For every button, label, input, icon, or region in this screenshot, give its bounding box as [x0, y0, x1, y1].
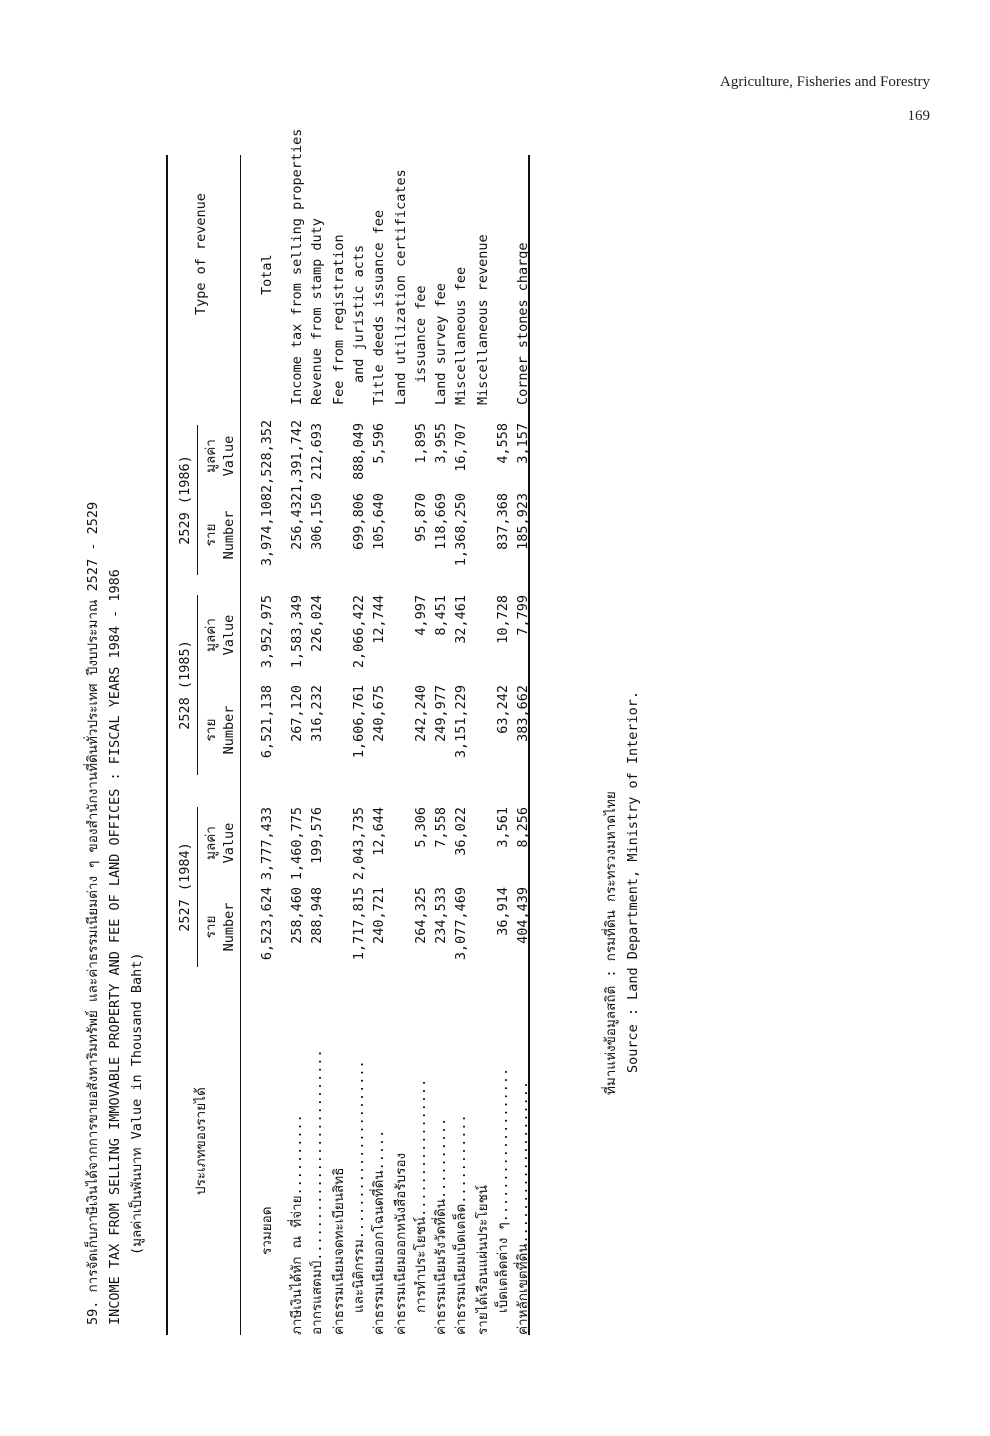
title-unit: (มูลค่าเป็นพันบาท Value in Thousand Baht) — [129, 952, 145, 1255]
cell-value-1984: 1,460,775 — [289, 807, 305, 881]
cell-number-1986: 105,640 — [371, 493, 387, 550]
value-th-1986: มูลค่า — [203, 439, 219, 473]
year-rule-1985 — [197, 595, 198, 775]
row-label-thai: อากรแสตมป์.......................... — [309, 1049, 325, 1335]
cell-value-1986: 1,391,742 — [289, 419, 305, 493]
cell-value-1986: 4,558 — [495, 423, 511, 464]
cell-value-1985: 2,066,422 — [351, 595, 367, 669]
number-th-1984: ราย — [203, 915, 219, 939]
row-label-thai: ค่าธรรมเนียมจดทะเบียนสิทธิ — [331, 1167, 347, 1335]
cell-number-1986: 3,974,108 — [259, 493, 275, 567]
row-label-english: Fee from registration — [331, 234, 347, 405]
cell-number-1984: 1,717,815 — [351, 887, 367, 961]
cell-value-1985: 32,461 — [453, 595, 469, 644]
year-1985: 2528 (1985) — [177, 640, 193, 730]
cell-number-1986: 185,923 — [515, 493, 531, 550]
cell-value-1985: 12,744 — [371, 595, 387, 644]
source-thai: ที่มาแห่งข้อมูลสถิติ : กรมที่ดิน กระทรวงมหาดไทย — [603, 791, 619, 1095]
source-english: Source : Land Department, Ministry of Interior. — [625, 690, 641, 1073]
cell-value-1984: 5,306 — [413, 807, 429, 848]
row-label-english: Revenue from stamp duty — [309, 218, 325, 405]
cell-value-1986: 3,955 — [433, 423, 449, 464]
row-label-english: Land survey fee — [433, 283, 449, 405]
cell-number-1985: 316,232 — [309, 685, 325, 742]
row-label-thai: ภาษีเงินได้หัก ณ ที่จ่าย.......... — [289, 1114, 305, 1335]
type-header-thai: ประเภทของรายได้ — [193, 1087, 209, 1195]
cell-value-1985: 4,997 — [413, 595, 429, 636]
row-label-thai: ค่าธรรมเนียมออกหนังสือรับรอง — [393, 1152, 409, 1335]
cell-number-1984: 3,077,469 — [453, 887, 469, 961]
cell-value-1985: 3,952,975 — [259, 595, 275, 669]
cell-number-1986: 837,368 — [495, 493, 511, 550]
cell-value-1986: 16,707 — [453, 423, 469, 472]
row-label-english: Miscellaneous revenue — [475, 234, 491, 405]
cell-value-1985: 10,728 — [495, 595, 511, 644]
cell-number-1984: 404,439 — [515, 887, 531, 944]
row-label-thai: รายได้เรือนแผ่นประโยชน์ — [475, 1185, 491, 1335]
row-label-thai: ค่าธรรมเนียมออกโฉนดที่ดิน..... — [371, 1129, 387, 1335]
cell-number-1985: 3,151,229 — [453, 685, 469, 759]
cell-number-1984: 36,914 — [495, 887, 511, 936]
cell-number-1985: 63,242 — [495, 685, 511, 734]
title-english: INCOME TAX FROM SELLING IMMOVABLE PROPERTY AND FEE OF LAND OFFICES : FISCAL YEARS 1984 - 1986 — [107, 569, 123, 1325]
cell-value-1984: 36,022 — [453, 807, 469, 856]
value-en-1986: Value — [221, 435, 237, 477]
cell-value-1986: 212,693 — [309, 423, 325, 480]
year-rule-1984 — [197, 807, 198, 967]
value-th-1985: มูลค่า — [203, 618, 219, 652]
header-bottom-rule — [240, 155, 241, 1335]
cell-number-1984: 258,460 — [289, 887, 305, 944]
rotated-table-page — [80, 128, 680, 1335]
type-header-english: Type of revenue — [193, 193, 209, 315]
cell-number-1984: 264,325 — [413, 887, 429, 944]
page-number: 169 — [907, 108, 930, 124]
cell-number-1986: 699,806 — [351, 493, 367, 550]
value-en-1984: Value — [221, 822, 237, 864]
cell-number-1984: 234,533 — [433, 887, 449, 944]
row-label-english: Income tax from selling properties — [289, 128, 305, 405]
cell-number-1986: 256,432 — [289, 493, 305, 550]
row-label-thai: ค่าธรรมเนียมเบ็ดเตล็ด........... — [453, 1114, 469, 1335]
cell-value-1986: 888,049 — [351, 423, 367, 480]
cell-number-1985: 267,120 — [289, 685, 305, 742]
cell-number-1985: 242,240 — [413, 685, 429, 742]
cell-value-1984: 199,576 — [309, 807, 325, 864]
cell-value-1984: 3,777,433 — [259, 807, 275, 881]
cell-number-1984: 288,948 — [309, 887, 325, 944]
cell-number-1985: 383,662 — [515, 685, 531, 742]
row-label-thai-cont: การทำประโยชน์................. — [413, 1078, 429, 1313]
cell-value-1984: 3,561 — [495, 807, 511, 848]
row-label-english-cont: issuance fee — [413, 285, 429, 383]
cell-value-1986: 3,157 — [515, 423, 531, 464]
cell-number-1985: 240,675 — [371, 685, 387, 742]
running-head: Agriculture, Fisheries and Forestry — [720, 74, 930, 90]
cell-number-1986: 95,870 — [413, 493, 429, 542]
row-label-english: Corner stones charge — [515, 242, 531, 405]
row-label-thai: ค่าหลักเขตที่ดิน.................... — [515, 1080, 531, 1335]
row-label-thai: รวมยอด — [259, 1206, 275, 1255]
row-label-thai-cont: และนิติกรรม...................... — [351, 1060, 367, 1313]
cell-value-1985: 226,024 — [309, 595, 325, 652]
cell-value-1984: 7,558 — [433, 807, 449, 848]
cell-number-1985: 1,606,761 — [351, 685, 367, 759]
cell-number-1984: 240,721 — [371, 887, 387, 944]
cell-number-1984: 6,523,624 — [259, 887, 275, 961]
year-rule-1986 — [197, 425, 198, 575]
year-1986: 2529 (1986) — [177, 455, 193, 545]
top-rule — [166, 155, 168, 1335]
year-1984: 2527 (1984) — [177, 842, 193, 932]
number-th-1985: ราย — [203, 718, 219, 742]
number-th-1986: ราย — [203, 523, 219, 547]
value-th-1984: มูลค่า — [203, 826, 219, 860]
number-en-1984: Number — [221, 902, 237, 952]
cell-value-1984: 2,043,735 — [351, 807, 367, 881]
number-en-1986: Number — [221, 510, 237, 560]
cell-value-1986: 1,895 — [413, 423, 429, 464]
cell-value-1986: 2,528,352 — [259, 419, 275, 493]
number-en-1985: Number — [221, 705, 237, 755]
row-label-thai: ค่าธรรมเนียมรังวัดที่ดิน.......... — [433, 1117, 449, 1335]
row-label-english: Title deeds issuance fee — [371, 209, 387, 405]
cell-number-1985: 6,521,138 — [259, 685, 275, 759]
cell-number-1986: 306,150 — [309, 493, 325, 550]
cell-value-1985: 7,799 — [515, 595, 531, 636]
cell-number-1986: 118,669 — [433, 493, 449, 550]
row-label-english: Miscellaneous fee — [453, 266, 469, 405]
title-thai: 59. การจัดเก็บภาษีเงินได้จากการขายอสังหาริมทรัพย์ และค่าธรรมเนียมต่าง ๆ ของสำนักงานที่ดินทั่วประเทศ ปีงบประมาณ 2527 - 2529 — [85, 501, 101, 1325]
value-en-1985: Value — [221, 614, 237, 656]
cell-number-1985: 249,977 — [433, 685, 449, 742]
cell-value-1985: 1,583,349 — [289, 595, 305, 669]
row-label-english-cont: and juristic acts — [351, 244, 367, 383]
cell-value-1984: 12,644 — [371, 807, 387, 856]
cell-value-1985: 8,451 — [433, 595, 449, 636]
row-label-english: Land utilization certificates — [393, 169, 409, 405]
row-label-thai-cont: เบ็ดเตล็ดต่าง ๆ................... — [495, 1067, 511, 1313]
cell-number-1986: 1,368,250 — [453, 493, 469, 567]
cell-value-1986: 5,596 — [371, 423, 387, 464]
row-label-english: Total — [259, 254, 275, 295]
cell-value-1984: 8,256 — [515, 807, 531, 848]
